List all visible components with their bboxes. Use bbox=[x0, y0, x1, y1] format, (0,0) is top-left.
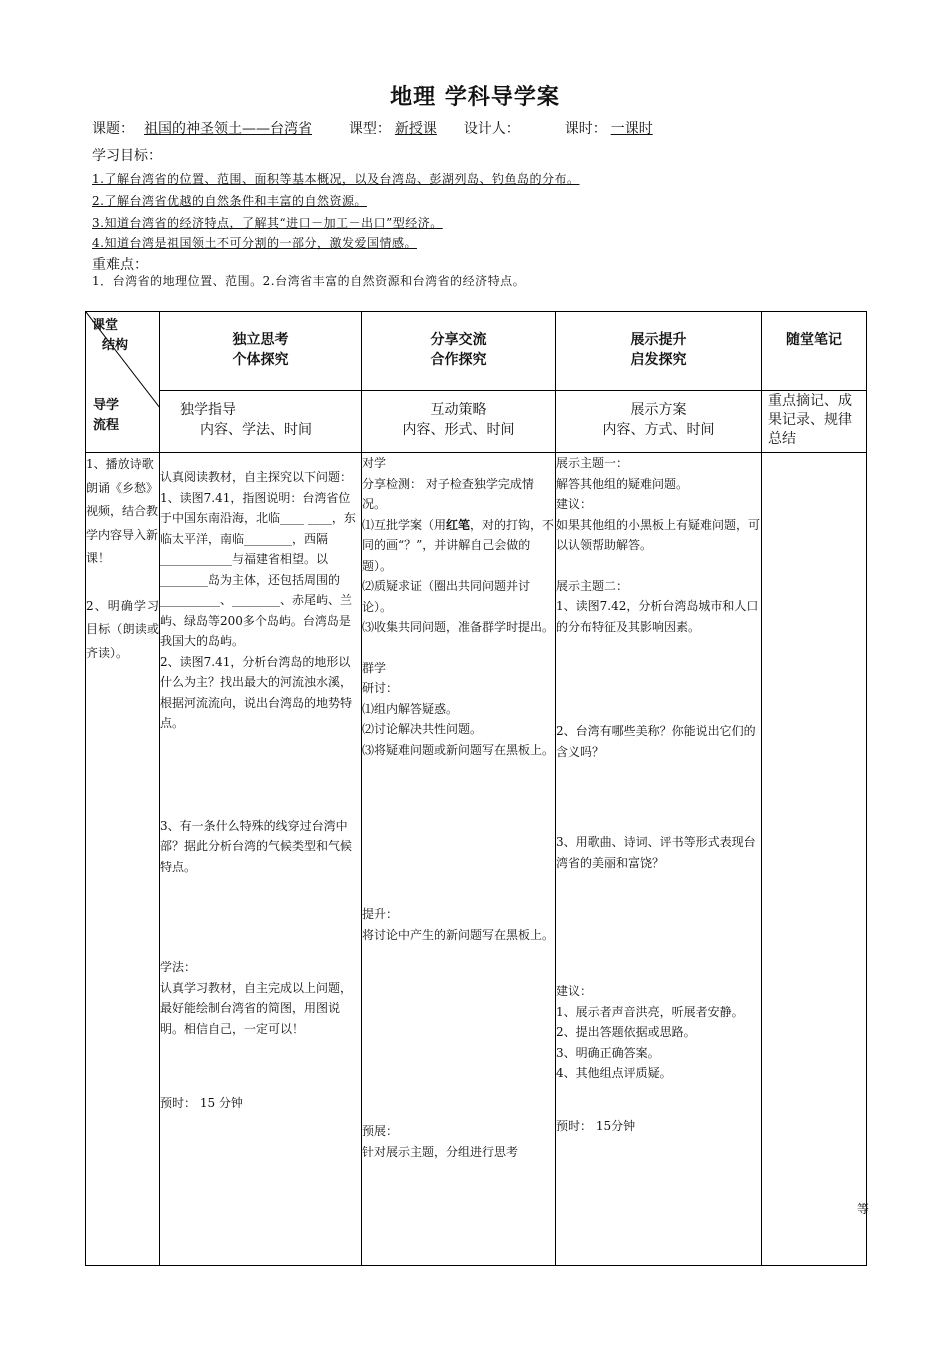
method-text: 认真学习教材，自主完成以上问题，最好能绘制台湾省的简图，用图说明。相信自己，一定可以！ bbox=[160, 980, 353, 1036]
header-line: 个体探究 bbox=[232, 352, 289, 368]
group-step: ⑵讨论解决共性问题。 bbox=[362, 722, 483, 736]
theme-1-label: 展示主题一： bbox=[556, 456, 629, 470]
header-col-display bbox=[556, 312, 762, 391]
goal-item: 3.知道台湾省的经济特点，了解其“进口－加工－出口”型经济。 bbox=[92, 216, 443, 230]
header-line: 分享交流 bbox=[430, 332, 487, 348]
page-title: 地理 学科导学案 bbox=[390, 85, 560, 110]
side-note: 等 bbox=[857, 1202, 870, 1216]
preview-text: 针对展示主题，分组进行思考 bbox=[362, 1144, 519, 1159]
group-step: ⑶将疑难问题或新问题写在黑板上。 bbox=[362, 742, 555, 757]
intro-text: 认真阅读教材，自主探究以下问题： bbox=[160, 470, 353, 484]
advice-item: 3、明确正确答案。 bbox=[556, 1045, 660, 1060]
type-value: 新授课 bbox=[394, 121, 437, 137]
guide-table bbox=[85, 311, 870, 1266]
step-1-pre: ⑴互批学案（用 bbox=[362, 517, 447, 532]
key-points-text: 1．台湾省的地理位置、范围。2.台湾省丰富的自然资源和台湾省的经济特点。 bbox=[92, 274, 526, 288]
theme-1-text: 解答其他组的疑难问题。 bbox=[556, 476, 689, 491]
promote-text: 将讨论中产生的新问题写在黑板上。 bbox=[362, 927, 555, 942]
corner-label-top: 课堂 bbox=[92, 318, 119, 333]
hours-value: 一课时 bbox=[610, 121, 653, 137]
question-3: 3、有一条什么特殊的线穿过台湾中部？据此分析台湾的气候类型和气候特点。 bbox=[160, 818, 353, 874]
subheader-line: 独学指导 bbox=[180, 402, 236, 418]
subheader-line: 展示方案 bbox=[630, 402, 687, 418]
topic-label: 课题： bbox=[92, 121, 134, 137]
advice-label: 建议： bbox=[556, 497, 593, 511]
header-line: 独立思考 bbox=[232, 332, 289, 348]
goal-item: 1.了解台湾省的位置、范围、面积等基本概况，以及台湾岛、彭湖列岛、钓鱼岛的分布。 bbox=[92, 172, 580, 186]
corner-label-structure: 结构 bbox=[102, 338, 129, 353]
preview-label: 预展： bbox=[362, 1124, 399, 1138]
time-estimate: 预时： 15 分钟 bbox=[160, 1096, 243, 1110]
theme-2-label: 展示主题二： bbox=[556, 578, 629, 593]
pair-study-label: 对学 bbox=[362, 456, 387, 470]
share-check: 分享检测： 对子检查独学完成情况。 bbox=[362, 476, 534, 511]
header-line: 合作探究 bbox=[430, 352, 487, 368]
key-points-label: 重难点： bbox=[92, 257, 148, 273]
subheader-line: 互动策略 bbox=[430, 402, 487, 418]
advice-item: 1、展示者声音洪亮，听展者安静。 bbox=[556, 1004, 744, 1019]
corner-label-flow: 导学 流程 bbox=[93, 398, 120, 433]
subheader-notes: 重点摘记、成果记录、规律总结 bbox=[762, 391, 867, 453]
type-label: 课型： bbox=[348, 121, 391, 137]
step-2: ⑵质疑求证（圈出共同问题并讨论）。 bbox=[362, 579, 531, 614]
display-time-estimate: 预时： 15分钟 bbox=[556, 1118, 636, 1133]
subheader-display bbox=[556, 391, 762, 453]
goal-item: 2.了解台湾省优越的自然条件和丰富的自然资源。 bbox=[92, 194, 367, 208]
goal-item: 4.知道台湾是祖国领土不可分割的一部分，激发爱国情感。 bbox=[92, 236, 417, 250]
flow-step: 1、播放诗歌朗诵《乡愁》视频，结合教学内容导入新课！ bbox=[86, 457, 159, 565]
display-cell bbox=[556, 453, 762, 1266]
flow-intro-cell bbox=[86, 453, 160, 1266]
question-2: 2、读图7.41，分析台湾岛的地形以什么为主？找出最大的河流浊水溪，根据河流流向，说出台湾岛的地势特点。 bbox=[160, 654, 353, 730]
advice-item: 4、其他组点评质疑。 bbox=[556, 1066, 672, 1080]
topic-value: 祖国的神圣领土——台湾省 bbox=[144, 121, 312, 137]
advice-2-label: 建议： bbox=[556, 984, 593, 998]
display-question-2: 2、台湾有哪些美称？你能说出它们的含义吗？ bbox=[556, 724, 756, 759]
subheader-line: 内容、学法、时间 bbox=[200, 422, 312, 438]
share-exchange-cell bbox=[362, 453, 556, 1266]
subheader-line: 内容、方式、时间 bbox=[602, 422, 715, 438]
header-line: 展示提升 bbox=[630, 332, 687, 348]
discuss-label: 研讨： bbox=[362, 681, 399, 695]
group-study-label: 群学 bbox=[362, 660, 387, 675]
header-line: 启发探究 bbox=[630, 352, 687, 368]
designer-label: 设计人： bbox=[463, 121, 520, 137]
header-col-share bbox=[362, 312, 556, 391]
hours-label: 课时： bbox=[564, 121, 607, 137]
header-col-individual bbox=[160, 312, 362, 391]
notes-cell[interactable] bbox=[762, 453, 870, 1266]
header-col-notes bbox=[762, 312, 867, 391]
individual-study-cell bbox=[160, 453, 362, 1266]
advice-item: 2、提出答题依据或思路。 bbox=[556, 1025, 696, 1039]
lesson-meta bbox=[92, 118, 657, 138]
subheader-individual bbox=[160, 391, 362, 453]
step-1 bbox=[362, 515, 555, 577]
corner-cell bbox=[86, 312, 160, 453]
theme-2-text: 1、读图7.42，分析台湾岛城市和人口的分布特征及其影响因素。 bbox=[556, 599, 759, 634]
subheader-share bbox=[362, 391, 556, 453]
advice-text: 如果其他组的小黑板上有疑难问题，可以认领帮助解答。 bbox=[556, 517, 761, 552]
question-1: 1、读图7.41，指图说明：台湾省位于中国东南沿海，北临____ ____，东临太平洋，南临________，西隔____________与福建省相望。以________岛为主体，还包括周围的__________、________、赤尾屿、兰屿、绿岛等200多个岛屿。台湾岛是我国大的岛屿。 bbox=[160, 490, 356, 648]
subheader-line: 内容、形式、时间 bbox=[402, 422, 515, 438]
display-question-3: 3、用歌曲、诗词、评书等形式表现台湾省的美丽和富饶？ bbox=[556, 835, 756, 870]
group-step: ⑴组内解答疑惑。 bbox=[362, 701, 459, 716]
promote-label: 提升： bbox=[362, 907, 399, 921]
step-3: ⑶收集共同问题，准备群学时提出。 bbox=[362, 620, 555, 634]
step-1-post: ，对的打钩，不同的画“？”，并讲解自己会做的题）。 bbox=[362, 517, 555, 573]
header-line: 随堂笔记 bbox=[786, 332, 842, 348]
method-label: 学法： bbox=[160, 960, 197, 974]
red-pen-text: 红笔 bbox=[446, 517, 471, 532]
flow-step: 2、明确学习目标（朗读或齐读）。 bbox=[86, 598, 159, 660]
goals-label: 学习目标： bbox=[92, 148, 162, 164]
